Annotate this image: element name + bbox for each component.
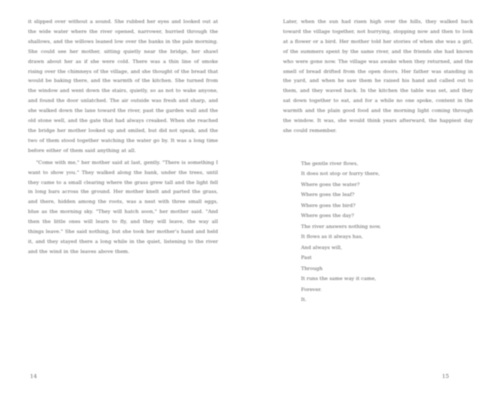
verse-line: Where goes the leaf? (301, 192, 355, 199)
verse-line: It runs the same way it came, (301, 276, 377, 283)
verse-line: It flows as it always has, (301, 234, 363, 241)
verse-line: Forever. (301, 286, 322, 293)
right-page-number: 15 (442, 374, 449, 380)
verse-line: The river answers nothing now, (301, 223, 381, 230)
verse-line: Where goes the day? (301, 213, 355, 220)
verse-line: Where goes the water? (301, 181, 360, 188)
verse-line: Through (301, 265, 323, 272)
left-paragraph-1: it slipped over without a sound. She rubbed her eyes and looked out at the wide water where the river opened, narrower, hurried through the shallows, and the willows leaned low over the banks in the pale morning. She could see her mother, sitting quietly near the bridge, her shawl drawn about her as if she were cold. There was a thin line of smoke rising over the chimneys of the village, and she thought of the bread that would be baking there, and the warmth of the kitchen. She turned from the window and went down the stairs, quietly, so as not to wake anyone, and found the door unlatched. The air outside was fresh and sharp, and she walked down the lane toward the river, past the garden wall and the old stone well, and the gate that had always creaked. When she reached the bridge her mother looked up and smiled, but did not speak, and the two of them stood together watching the water go by. It was a long time before either of them said anything at all. (28, 19, 218, 154)
verse-line: It. (301, 297, 307, 304)
verse-line: The gentle river flows, (301, 160, 359, 167)
verse-line: Past (301, 255, 312, 262)
verse-line: And always will, (301, 244, 343, 251)
left-paragraph-2: "Come with me," her mother said at last, gently. "There is something I want to show you." They walked along the bank, under the trees, until they came to a small clearing where the grass grew tall and the light fell in long bars across the ground. Her mother knelt and parted the grass, and there, hidden among the roots, was a nest with three small eggs, blue as the morning sky. "They will hatch soon," her mother said. "And then the little ones will learn to fly, and they will leave, the way all things leave." She said nothing, but she took her mother's hand and held it, and they stayed there a long while in the quiet, listening to the river and the wind in the leaves above them. (28, 159, 218, 255)
verse-line: It does not stop or hurry there, (301, 171, 380, 178)
right-paragraph-1: Later, when the sun had risen high over the hills, they walked back toward the village together, not hurrying, stopping now and then to look at a flower or a bird. Her mother told her stories of when she was a girl, of the summers spent by the same river, and the friends she had known who were gone now. The village was awake when they returned, and the smell of bread drifted from the open doors. Her father was standing in the yard, and when he saw them he raised his hand and called out to them, and they waved back. In the kitchen the table was set, and they sat down together to eat, and for a while no one spoke, content in the warmth and the plain good food and the morning light coming through the window. It was, she would think years afterward, the happiest day she could remember. (283, 19, 473, 134)
verse-line: Where goes the bird? (301, 202, 356, 209)
left-page-number: 14 (30, 374, 37, 380)
verse-list (293, 159, 473, 306)
left-page (28, 18, 218, 260)
right-page (283, 18, 473, 306)
